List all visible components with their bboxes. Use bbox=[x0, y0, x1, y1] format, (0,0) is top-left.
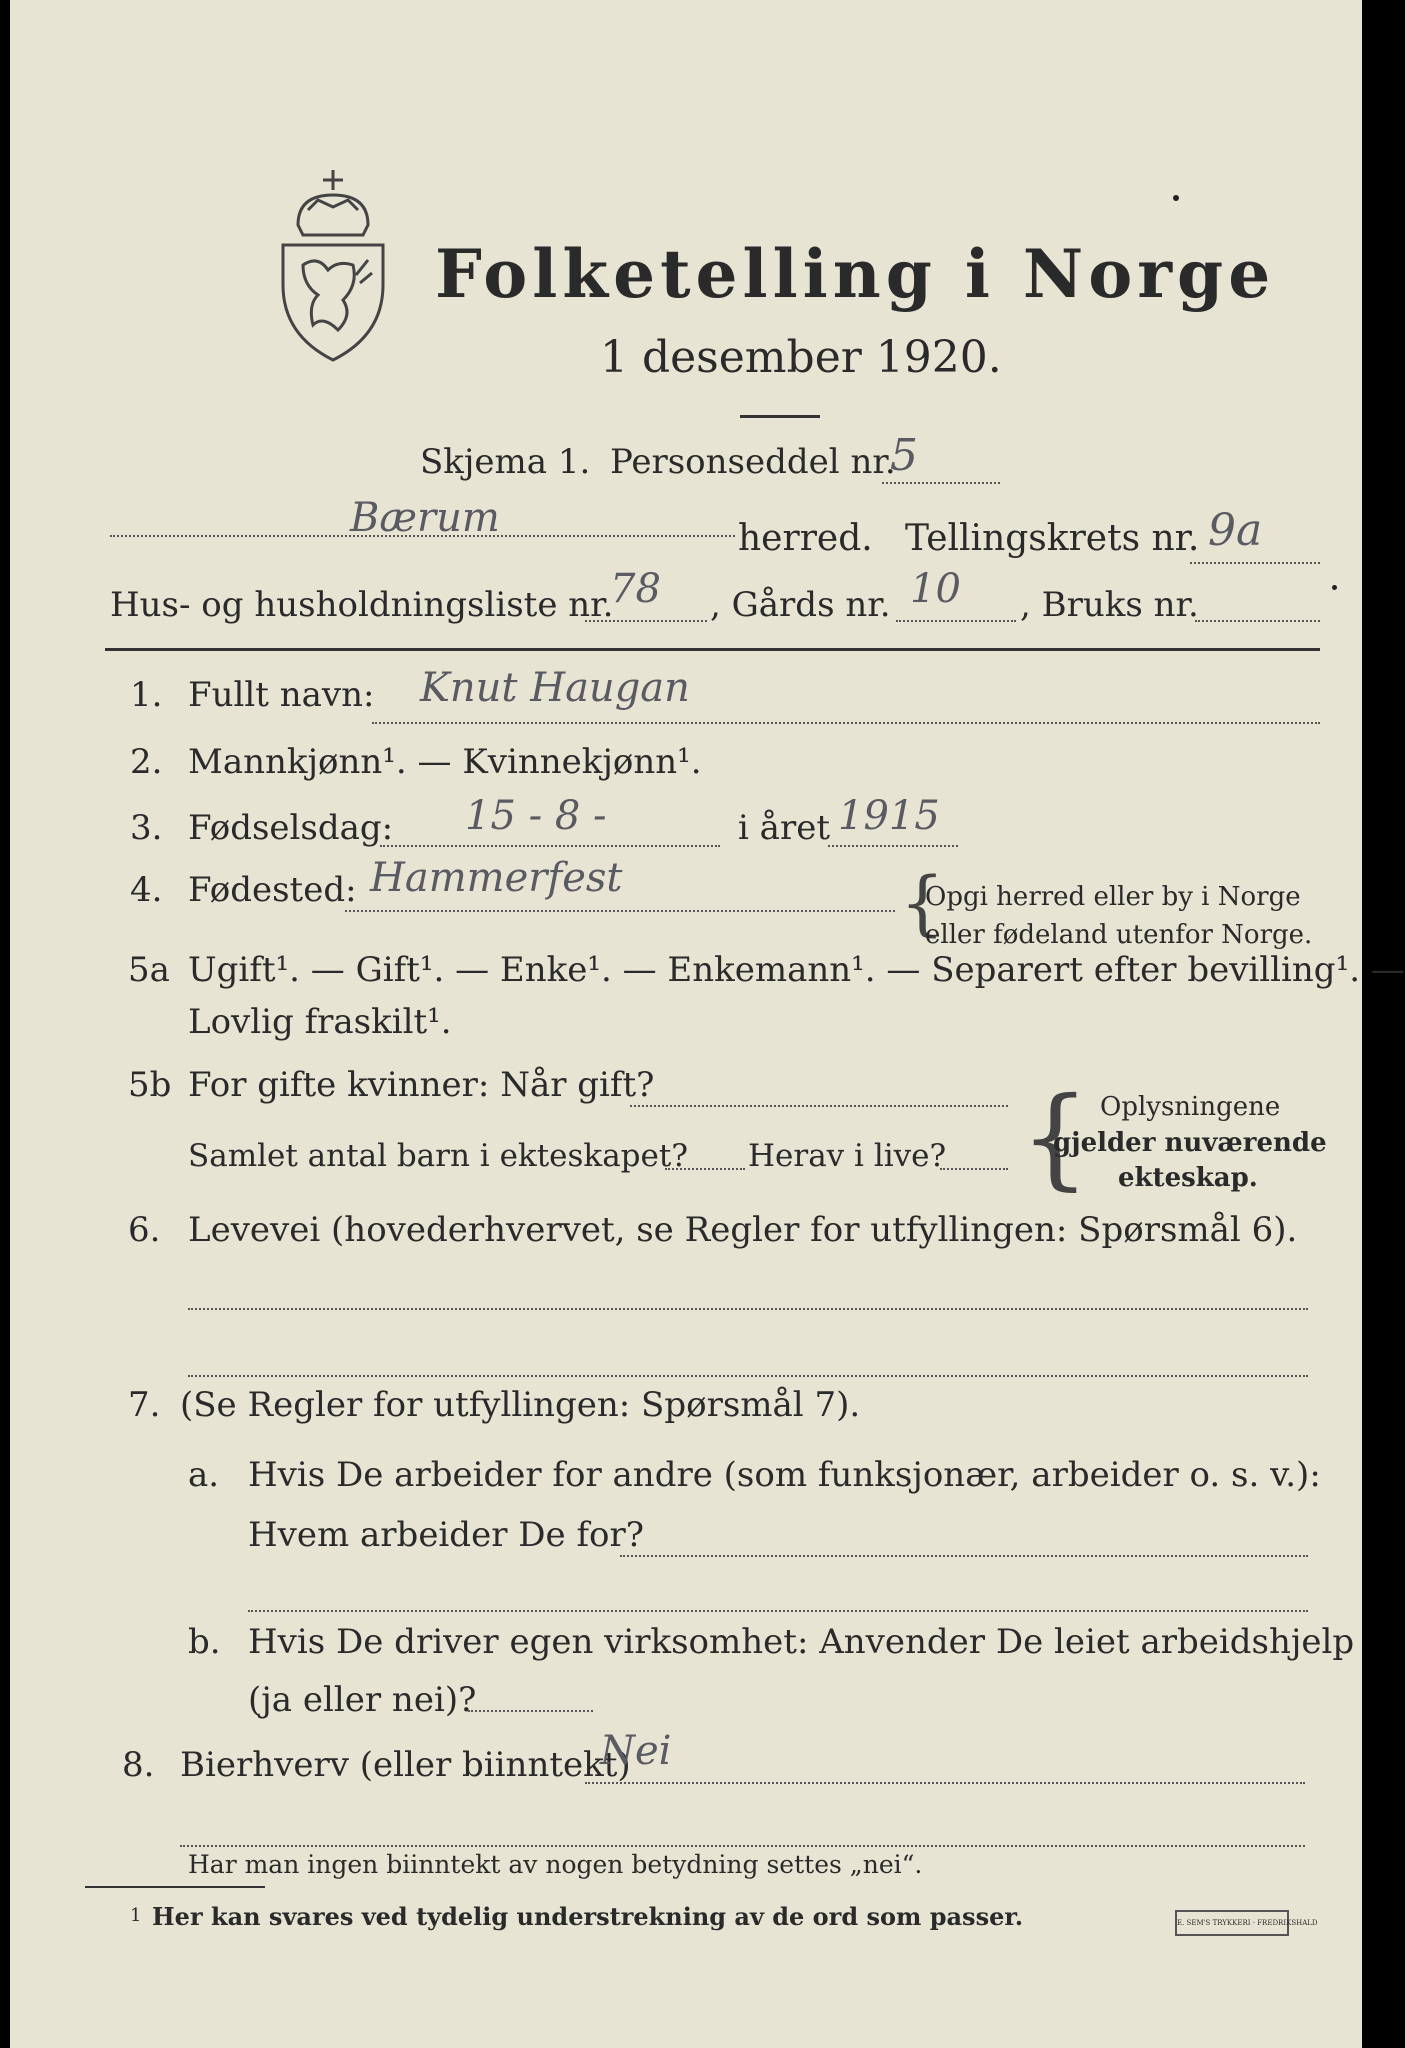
herred-label: herred. bbox=[738, 518, 873, 559]
q4-note-line1: Opgi herred eller by i Norge bbox=[925, 882, 1301, 912]
q8-label: Bierhverv (eller biinntekt) bbox=[180, 1745, 631, 1785]
q4-value: Hammerfest bbox=[370, 855, 623, 901]
tellingskrets-value: 9a bbox=[1208, 505, 1263, 556]
tellingskrets-field-line bbox=[1190, 562, 1320, 564]
q8-value: Nei bbox=[600, 1728, 672, 1774]
gards-label: , Gårds nr. bbox=[710, 585, 891, 625]
q3-label: Fødselsdag: bbox=[188, 808, 394, 848]
q5a-line1: Ugift¹. — Gift¹. — Enke¹. — Enkemann¹. — Separert efter bevilling¹. — bbox=[188, 950, 1405, 990]
q5b-number: 5b bbox=[128, 1065, 172, 1105]
gards-value: 10 bbox=[910, 566, 961, 612]
census-form bbox=[10, 0, 1405, 2048]
q1-value: Knut Haugan bbox=[420, 665, 690, 711]
q7b-line1: Hvis De driver egen virksomhet: Anvender De leiet arbeidshjelp bbox=[248, 1622, 1355, 1662]
q5b-line1: For gifte kvinner: Når gift? bbox=[188, 1065, 655, 1105]
q3-year-value: 1915 bbox=[838, 793, 940, 839]
q6-number: 6. bbox=[128, 1210, 161, 1250]
q3-value: 15 - 8 - bbox=[465, 793, 607, 839]
coat-of-arms-icon bbox=[268, 165, 398, 365]
q7-label: (Se Regler for utfyllingen: Spørsmål 7). bbox=[180, 1385, 861, 1425]
personseddel-field-line bbox=[882, 482, 1000, 484]
q6-label: Levevei (hovederhvervet, se Regler for utfyllingen: Spørsmål 6). bbox=[188, 1210, 1298, 1250]
q5b-note-brace: { bbox=[1020, 1073, 1090, 1201]
hus-label: Hus- og husholdningsliste nr. bbox=[110, 585, 614, 625]
q6-field-line-1 bbox=[188, 1308, 1308, 1310]
q5b-line2b: Herav i live? bbox=[748, 1138, 947, 1174]
form-date: 1 desember 1920. bbox=[600, 332, 1002, 383]
q5b-children-field-line bbox=[665, 1168, 745, 1170]
q1-label: Fullt navn: bbox=[188, 675, 375, 715]
personseddel-label: Personseddel nr. bbox=[610, 442, 896, 482]
q4-note-brace: { bbox=[900, 862, 945, 944]
q5a-line2: Lovlig fraskilt¹. bbox=[188, 1002, 452, 1042]
footnote-text: Her kan svares ved tydelig understrekning av de ord som passer. bbox=[152, 1902, 1024, 1931]
footnote-divider bbox=[85, 1886, 265, 1888]
q5a-number: 5a bbox=[128, 950, 170, 990]
header-rule bbox=[105, 648, 1320, 651]
ink-dot bbox=[1173, 195, 1179, 201]
bruks-field-line bbox=[1195, 620, 1320, 622]
q4-note-line2: eller fødeland utenfor Norge. bbox=[925, 920, 1313, 950]
q3-number: 3. bbox=[130, 808, 163, 848]
q7b-letter: b. bbox=[188, 1622, 221, 1662]
hus-value: 78 bbox=[610, 566, 661, 612]
q3-year-label: i året bbox=[738, 808, 830, 848]
q8-number: 8. bbox=[122, 1745, 155, 1785]
q2-label: Mannkjønn¹. — Kvinnekjønn¹. bbox=[188, 742, 702, 782]
q7a-field-line-1 bbox=[620, 1555, 1308, 1557]
form-title: Folketelling i Norge bbox=[435, 235, 1276, 313]
personseddel-value: 5 bbox=[890, 430, 918, 481]
q5b-when-field-line bbox=[630, 1105, 1008, 1107]
q2-number: 2. bbox=[130, 742, 163, 782]
q8-field-line bbox=[585, 1782, 1305, 1784]
q7-number: 7. bbox=[128, 1385, 161, 1425]
bruks-label: , Bruks nr. bbox=[1020, 585, 1199, 625]
q7a-field-line-2 bbox=[248, 1610, 1308, 1612]
footer-note: Har man ingen biinntekt av nogen betydning settes „nei“. bbox=[188, 1850, 923, 1879]
footnote-mark: 1 bbox=[130, 1905, 142, 1926]
q7a-line1: Hvis De arbeider for andre (som funksjonær, arbeider o. s. v.): bbox=[248, 1455, 1321, 1495]
title-divider bbox=[740, 415, 820, 418]
herred-value: Bærum bbox=[350, 495, 500, 541]
q5b-note-line1: Oplysningene bbox=[1100, 1092, 1281, 1122]
q3-year-field-line bbox=[828, 845, 958, 847]
q5b-note-line2: gjelder nuværende bbox=[1053, 1128, 1327, 1158]
q3-field-line bbox=[380, 845, 720, 847]
tellingskrets-label: Tellingskrets nr. bbox=[905, 518, 1200, 559]
q8-field-line-2 bbox=[180, 1845, 1305, 1847]
printer-stamp-text: E. SEM'S TRYKKERI · FREDRIKSHALD bbox=[1177, 1919, 1318, 1927]
q6-field-line-2 bbox=[188, 1375, 1308, 1377]
ink-dot bbox=[1332, 585, 1337, 590]
q7b-line2: (ja eller nei)? bbox=[248, 1680, 477, 1720]
gards-field-line bbox=[896, 620, 1016, 622]
q7a-letter: a. bbox=[188, 1455, 220, 1495]
schema-label: Skjema 1. bbox=[420, 442, 591, 482]
q1-number: 1. bbox=[130, 675, 163, 715]
printer-stamp bbox=[1175, 1910, 1318, 1936]
q4-label: Fødested: bbox=[188, 870, 357, 910]
q4-field-line bbox=[345, 910, 895, 912]
q4-number: 4. bbox=[130, 870, 163, 910]
q1-field-line bbox=[372, 722, 1320, 724]
q7b-field-line bbox=[468, 1710, 593, 1712]
hus-field-line bbox=[585, 620, 707, 622]
q5b-line2a: Samlet antal barn i ekteskapet? bbox=[188, 1138, 688, 1174]
q5b-living-field-line bbox=[940, 1168, 1008, 1170]
q5b-note-line3: ekteskap. bbox=[1118, 1163, 1258, 1193]
q7a-line2: Hvem arbeider De for? bbox=[248, 1515, 644, 1555]
